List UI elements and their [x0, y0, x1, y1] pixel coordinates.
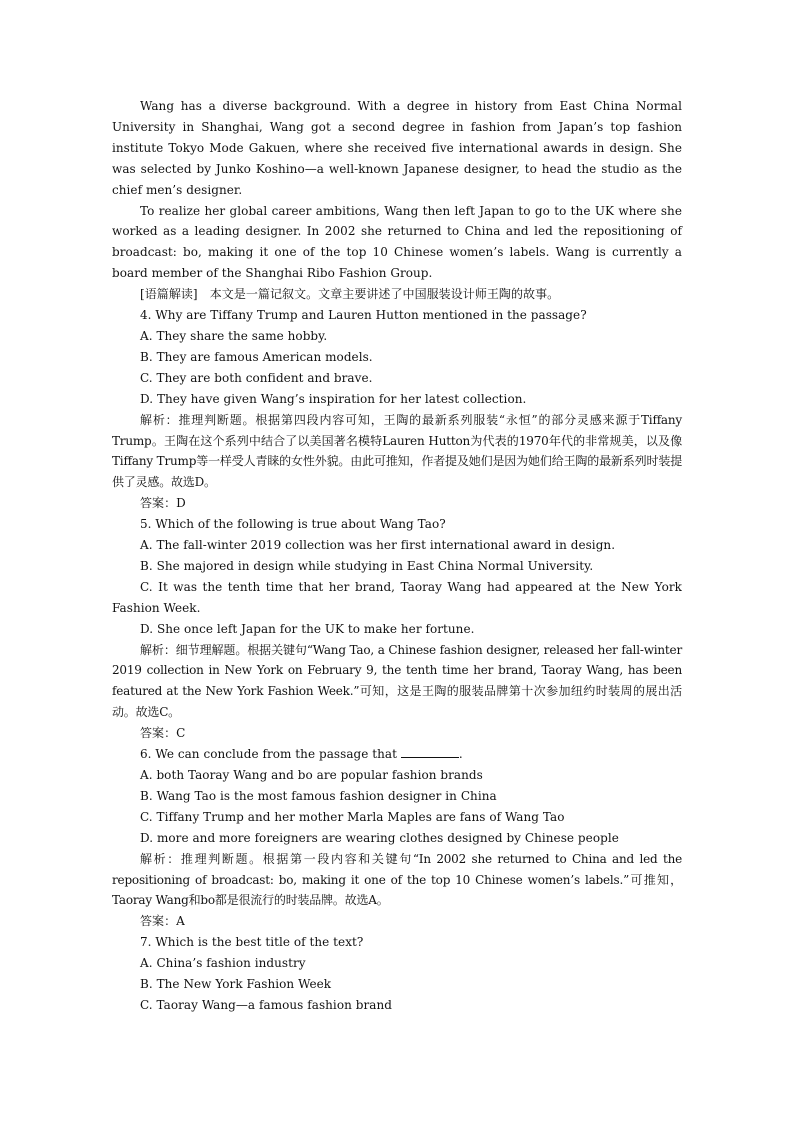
question-5-analysis: 解析：细节理解题。根据关键句“Wang Tao, a Chinese fashion designer, released her fall-winter 2019 collection in New York on February 9, the tenth time her brand, Taoray Wang, has been featured at the New York Fashion Week.”可知，这是王陶的服装品牌第十次参加纽约时装周的展出活动。故选C。 — [112, 642, 682, 720]
question-5-option-a: A. The fall-winter 2019 collection was her first international award in design. — [140, 538, 616, 553]
question-6-option-c: C. Tiffany Trump and her mother Marla Maples are fans of Wang Tao — [140, 809, 565, 824]
question-4-option-a: A. They share the same hobby. — [140, 328, 328, 343]
question-7-option-b: B. The New York Fashion Week — [140, 977, 332, 992]
passage-summary: [语篇解读] 本文是一篇记叙文。文章主要讲述了中国服装设计师王陶的故事。 — [140, 287, 560, 302]
question-5-answer: 答案：C — [140, 726, 186, 741]
question-6-option-a: A. both Taoray Wang and bo are popular fashion brands — [140, 768, 483, 782]
document-body — [112, 96, 682, 1016]
question-4-stem: 4. Why are Tiffany Trump and Lauren Hutton mentioned in the passage? — [140, 308, 587, 323]
question-6-stem-text: 6. We can conclude from the passage that — [140, 747, 398, 762]
question-5-option-c: C. It was the tenth time that her brand, Taoray Wang had appeared at the New York Fashion Week. — [112, 579, 682, 615]
question-4-option-c: C. They are both confident and brave. — [140, 370, 373, 385]
question-5-option-d: D. She once left Japan for the UK to make her fortune. — [140, 621, 475, 636]
question-4-answer: 答案：D — [140, 496, 186, 511]
question-4-option-b: B. They are famous American models. — [140, 349, 373, 364]
question-6-stem — [112, 744, 682, 765]
question-6-answer: 答案：A — [140, 914, 185, 929]
question-4-analysis: 解析：推理判断题。根据第四段内容可知，王陶的最新系列服装“永恒”的部分灵感来源于Tiffany Trump。王陶在这个系列中结合了以美国著名模特Lauren Hutton为代表的1970年代的非常规美，以及像Tiffany Trump等一样受人青睐的女性外貌。由此可推知，作者提及她们是因为她们给王陶的最新系列时装提供了灵感。故选D。 — [112, 412, 682, 490]
answer-blank — [401, 746, 459, 758]
question-7-option-a: A. China’s fashion industry — [140, 956, 306, 971]
passage-paragraph-2: To realize her global career ambitions, Wang then left Japan to go to the UK where she worked as a leading designer. In 2002 she returned to China and led the repositioning of broadcast: bo, making it one of the top 10 Chinese women’s labels. Wang is currently a board member of the Shanghai Ribo Fashion Group. — [112, 203, 682, 281]
question-7-stem: 7. Which is the best title of the text? — [140, 935, 364, 950]
passage-paragraph-1: Wang has a diverse background. With a degree in history from East China Normal University in Shanghai, Wang got a second degree in fashion from Japan’s top fashion institute Tokyo Mode Gakuen, where she received five international awards in design. She was selected by Junko Koshino—a well-known Japanese designer, to head the studio as the chief men’s designer. — [112, 99, 682, 197]
question-4-option-d: D. They have given Wang’s inspiration for her latest collection. — [140, 391, 527, 406]
question-7-option-c: C. Taoray Wang—a famous fashion brand — [140, 997, 392, 1012]
question-6-option-d: D. more and more foreigners are wearing clothes designed by Chinese people — [140, 830, 619, 845]
question-6-stem-end: . — [458, 747, 463, 762]
question-6-option-b: B. Wang Tao is the most famous fashion designer in China — [140, 788, 497, 803]
question-5-stem: 5. Which of the following is true about Wang Tao? — [140, 517, 446, 532]
question-5-option-b: B. She majored in design while studying in East China Normal University. — [140, 558, 594, 573]
question-6-analysis: 解析：推理判断题。根据第一段内容和关键句“In 2002 she returned to China and led the repositioning of broadcast: bo, making it one of the top 10 Chinese women’s labels.”可推知，Taoray Wang和bo都是很流行的时装品牌。故选A。 — [112, 851, 682, 908]
